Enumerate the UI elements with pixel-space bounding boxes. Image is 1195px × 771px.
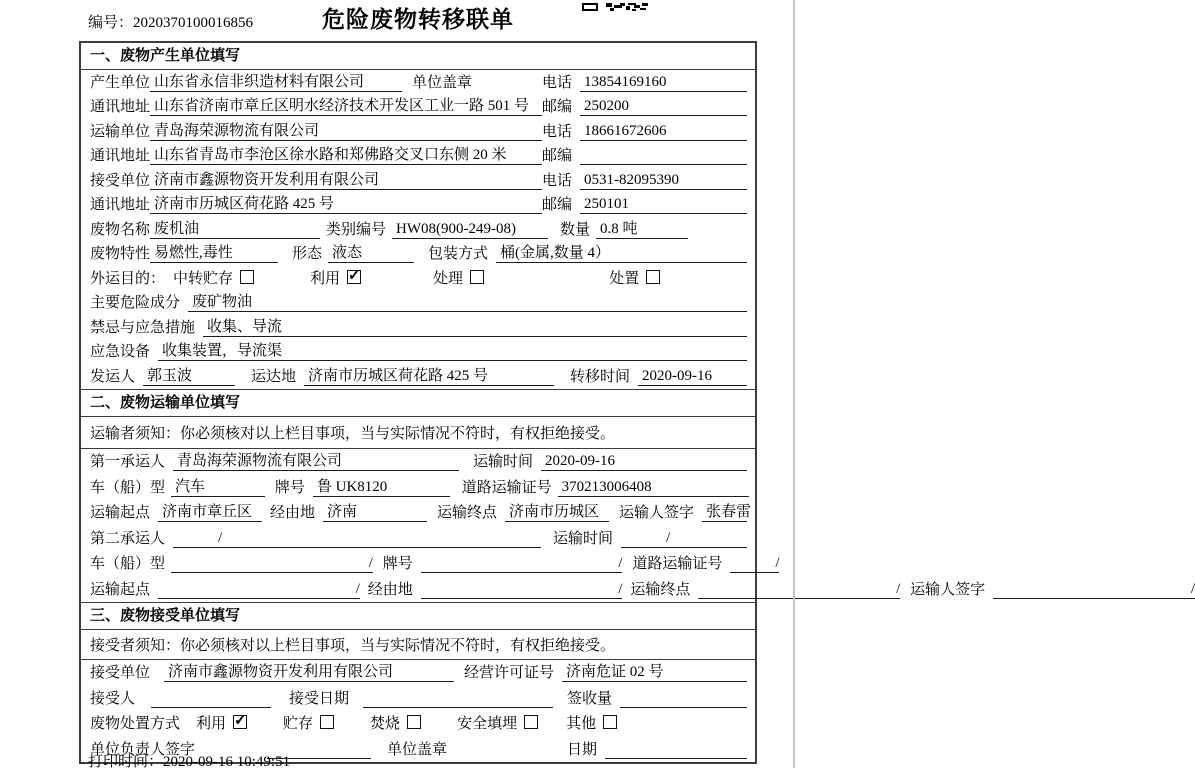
address-label: 通讯地址 xyxy=(90,197,151,213)
row-producer xyxy=(81,70,755,95)
carrier-sign2-value: / xyxy=(993,581,1195,599)
transfer-time-label: 转移时间 xyxy=(570,368,631,385)
via-label: 经由地 xyxy=(367,581,413,598)
end-label: 运输终点 xyxy=(437,505,498,521)
form-value: 液态 xyxy=(328,241,414,263)
row-transporter-address xyxy=(81,144,755,169)
end-label: 运输终点 xyxy=(630,581,691,598)
print-time-label: 打印时间： xyxy=(88,754,164,770)
use-checkbox xyxy=(347,270,361,284)
address-label: 通讯地址 xyxy=(90,99,151,115)
option-use xyxy=(310,267,361,288)
row-hazard xyxy=(81,291,755,316)
row-waste-props xyxy=(81,242,755,267)
received-qty-label: 签收量 xyxy=(567,690,613,707)
option-treat xyxy=(433,267,484,288)
via2-value: / xyxy=(421,581,623,599)
transfer-storage-checkbox xyxy=(240,270,254,284)
plate-label: 牌号 xyxy=(274,479,305,496)
hazard-value: 废矿物油 xyxy=(188,290,747,312)
method-landfill-checkbox xyxy=(524,715,538,729)
receiver-notice xyxy=(81,630,755,660)
received-qty-value xyxy=(620,707,747,708)
receiver-value: 济南市鑫源物资开发利用有限公司 xyxy=(150,168,542,190)
receive-unit-label: 接受单位 xyxy=(90,665,151,681)
via-label: 经由地 xyxy=(270,505,316,521)
address-label: 通讯地址 xyxy=(90,148,151,164)
plate2-value: / xyxy=(421,555,623,573)
vehicle-type2-value: / xyxy=(171,555,373,573)
section-receiver xyxy=(81,602,755,762)
treat-checkbox xyxy=(470,270,484,284)
row-receiver-address xyxy=(81,193,755,218)
packaging-value: 桶(金属,数量 4） xyxy=(496,241,747,263)
section-producer-title: 一、废物产生单位填写 xyxy=(81,43,755,70)
section-receiver-title: 三、废物接受单位填写 xyxy=(81,603,755,630)
transporter-phone-value: 18661672606 xyxy=(580,123,747,141)
license-value: 济南危证 02 号 xyxy=(562,660,747,682)
section-producer xyxy=(81,43,755,389)
row-receive-unit xyxy=(81,660,755,686)
origin-label: 运输起点 xyxy=(90,581,151,598)
vehicle-type-label: 车（船）型 xyxy=(90,479,166,496)
use-label: 利用 xyxy=(310,270,341,287)
serial-label: 编号： xyxy=(88,15,134,31)
receiver-label: 接受单位 xyxy=(90,172,151,189)
producer-phone-value: 13854169160 xyxy=(580,74,747,92)
row-vehicle1 xyxy=(81,474,755,500)
row-waste-name xyxy=(81,217,755,242)
transporter-zip-value xyxy=(580,164,747,165)
shipper-value: 郭玉波 xyxy=(143,364,235,386)
via1-value: 济南 xyxy=(323,500,427,522)
transfer-time-value: 2020-09-16 xyxy=(638,368,747,386)
producer-value: 山东省永信非织造材料有限公司 xyxy=(150,70,402,92)
option-method-use xyxy=(196,712,247,733)
print-time-value: 2020-09-16 10:49:51 xyxy=(163,754,291,770)
receive-date-value xyxy=(363,707,553,708)
responsible-sign-label: 单位负责人签字 xyxy=(90,741,196,758)
section-transporter-title: 二、废物运输单位填写 xyxy=(81,390,755,417)
transporter-label: 运输单位 xyxy=(90,123,151,140)
option-dispose xyxy=(609,267,660,288)
quantity-label: 数量 xyxy=(560,221,591,238)
receive-unit-value: 济南市鑫源物资开发利用有限公司 xyxy=(164,660,454,682)
waste-name-value: 废机油 xyxy=(150,217,320,239)
transfer-storage-label: 中转贮存 xyxy=(173,270,234,287)
carrier1-label: 第一承运人 xyxy=(90,454,166,470)
destination-value: 济南市历城区荷花路 425 号 xyxy=(304,364,554,386)
row-receive-person xyxy=(81,685,755,711)
carrier2-label: 第二承运人 xyxy=(90,530,166,547)
category-value: HW08(900-249-08) xyxy=(392,221,548,239)
producer-address-value: 山东省济南市章丘区明水经济技术开发区工业一路 501 号 xyxy=(150,94,542,116)
method-use-checkbox xyxy=(233,715,247,729)
carrier2-value: / xyxy=(173,530,541,548)
phone-label: 电话 xyxy=(542,172,573,189)
row-route1 xyxy=(81,500,755,526)
transfer-form xyxy=(79,41,1195,764)
carrier-sign1-value: 张春雷 xyxy=(702,500,747,522)
scan-edge-line xyxy=(793,0,795,768)
disposal-method-label: 废物处置方式 xyxy=(90,716,181,732)
row-shipper xyxy=(81,364,755,389)
date-value xyxy=(605,758,747,759)
carrier-sign-label: 运输人签字 xyxy=(619,505,695,521)
treat-label: 处理 xyxy=(433,270,464,287)
carrier1-value: 青岛海荣源物流有限公司 xyxy=(173,449,459,471)
receiver-phone-value: 0531-82095390 xyxy=(580,172,747,190)
origin-label: 运输起点 xyxy=(90,505,151,521)
row-disposal-method xyxy=(81,711,755,737)
hazard-label: 主要危险成分 xyxy=(90,295,181,311)
zip-label: 邮编 xyxy=(542,99,573,115)
method-use-label: 利用 xyxy=(196,716,227,732)
road-permit-label: 道路运输证号 xyxy=(461,479,552,496)
category-label: 类别编号 xyxy=(326,221,387,238)
packaging-label: 包装方式 xyxy=(428,246,489,262)
end2-value: / xyxy=(698,581,900,599)
taboo-value: 收集、导流 xyxy=(203,315,747,337)
transporter-notice-text: 你必须核对以上栏目事项，当与实际情况不符时，有权拒绝接受。 xyxy=(180,425,616,442)
producer-zip-value: 250200 xyxy=(580,98,747,116)
transporter-value: 青岛海荣源物流有限公司 xyxy=(150,119,542,141)
row-taboo xyxy=(81,315,755,340)
transport-time1-value: 2020-09-16 xyxy=(541,453,747,471)
receiver-notice-text: 你必须核对以上栏目事项，当与实际情况不符时，有权拒绝接受。 xyxy=(180,637,616,654)
method-burn-label: 焚烧 xyxy=(370,716,401,732)
receive-person-label: 接受人 xyxy=(90,690,136,707)
origin2-value: / xyxy=(158,581,360,599)
unit-seal-label: 单位盖章 xyxy=(387,741,448,758)
zip-label: 邮编 xyxy=(542,197,573,213)
receiver-notice-label: 接受者须知： xyxy=(90,637,181,654)
option-method-store xyxy=(283,712,334,733)
plate-label: 牌号 xyxy=(382,556,413,572)
taboo-label: 禁忌与应急措施 xyxy=(90,319,196,336)
purpose-label: 外运目的： xyxy=(90,270,166,287)
receiver-address-value: 济南市历城区荷花路 425 号 xyxy=(150,192,542,214)
option-transfer-storage xyxy=(173,267,254,288)
emergency-equip-label: 应急设备 xyxy=(90,344,151,360)
transporter-notice-label: 运输者须知： xyxy=(90,425,181,442)
receive-date-label: 接受日期 xyxy=(289,690,350,707)
waste-name-label: 废物名称 xyxy=(90,221,151,238)
row-producer-address xyxy=(81,95,755,120)
vehicle-type-label: 车（船）型 xyxy=(90,556,166,572)
producer-label: 产生单位 xyxy=(90,74,151,91)
row-carrier1 xyxy=(81,449,755,475)
receive-person-value xyxy=(151,707,271,708)
dispose-label: 处置 xyxy=(609,270,640,287)
date-label: 日期 xyxy=(567,741,598,758)
method-burn-checkbox xyxy=(407,715,421,729)
props-label: 废物特性 xyxy=(90,246,151,262)
row-route2 xyxy=(81,576,1195,602)
receiver-zip-value: 250101 xyxy=(580,196,747,214)
print-time xyxy=(88,750,290,771)
quantity-value: 0.8 吨 xyxy=(596,217,688,239)
carrier-sign-label: 运输人签字 xyxy=(910,581,986,598)
option-method-landfill xyxy=(457,712,538,733)
road-permit2-value: / xyxy=(730,555,779,573)
road-permit1-value: 370213006408 xyxy=(558,479,749,497)
row-transporter xyxy=(81,119,755,144)
shipper-label: 发运人 xyxy=(90,368,136,385)
form-label: 形态 xyxy=(292,246,323,262)
option-method-other xyxy=(566,712,617,733)
method-other-label: 其他 xyxy=(566,716,597,732)
destination-label: 运达地 xyxy=(251,368,297,385)
row-carrier2 xyxy=(81,525,755,551)
page-title: 危险废物转移联单 xyxy=(322,6,514,32)
props-value: 易燃性,毒性 xyxy=(150,241,278,263)
phone-label: 电话 xyxy=(542,123,573,140)
section-transporter xyxy=(81,389,1195,602)
license-label: 经营许可证号 xyxy=(464,665,555,681)
dispose-checkbox xyxy=(646,270,660,284)
plate1-value: 鲁 UK8120 xyxy=(313,475,450,497)
origin1-value: 济南市章丘区 xyxy=(158,500,262,522)
transporter-notice xyxy=(81,417,755,449)
road-permit-label: 道路运输证号 xyxy=(632,556,723,572)
method-store-checkbox xyxy=(320,715,334,729)
emergency-equip-value: 收集装置，导流渠 xyxy=(158,339,747,361)
vehicle-type1-value: 汽车 xyxy=(171,475,265,497)
transport-time-label: 运输时间 xyxy=(473,454,534,470)
row-receiver xyxy=(81,168,755,193)
row-emergency-equip xyxy=(81,340,755,365)
phone-label: 电话 xyxy=(542,74,573,91)
option-method-burn xyxy=(370,712,421,733)
method-store-label: 贮存 xyxy=(283,716,314,732)
serial-value: 2020370100016856 xyxy=(133,15,254,31)
method-other-checkbox xyxy=(603,715,617,729)
row-vehicle2 xyxy=(81,551,780,577)
seal-label: 单位盖章 xyxy=(412,74,473,91)
transport-time2-value: / xyxy=(621,530,747,548)
method-landfill-label: 安全填埋 xyxy=(457,716,518,732)
transporter-address-value: 山东省青岛市李沧区徐水路和郑佛路交叉口东侧 20 米 xyxy=(150,143,542,165)
transport-time-label: 运输时间 xyxy=(553,530,614,547)
zip-label: 邮编 xyxy=(542,148,573,164)
row-purpose xyxy=(81,266,755,291)
end1-value: 济南市历城区 xyxy=(505,500,609,522)
